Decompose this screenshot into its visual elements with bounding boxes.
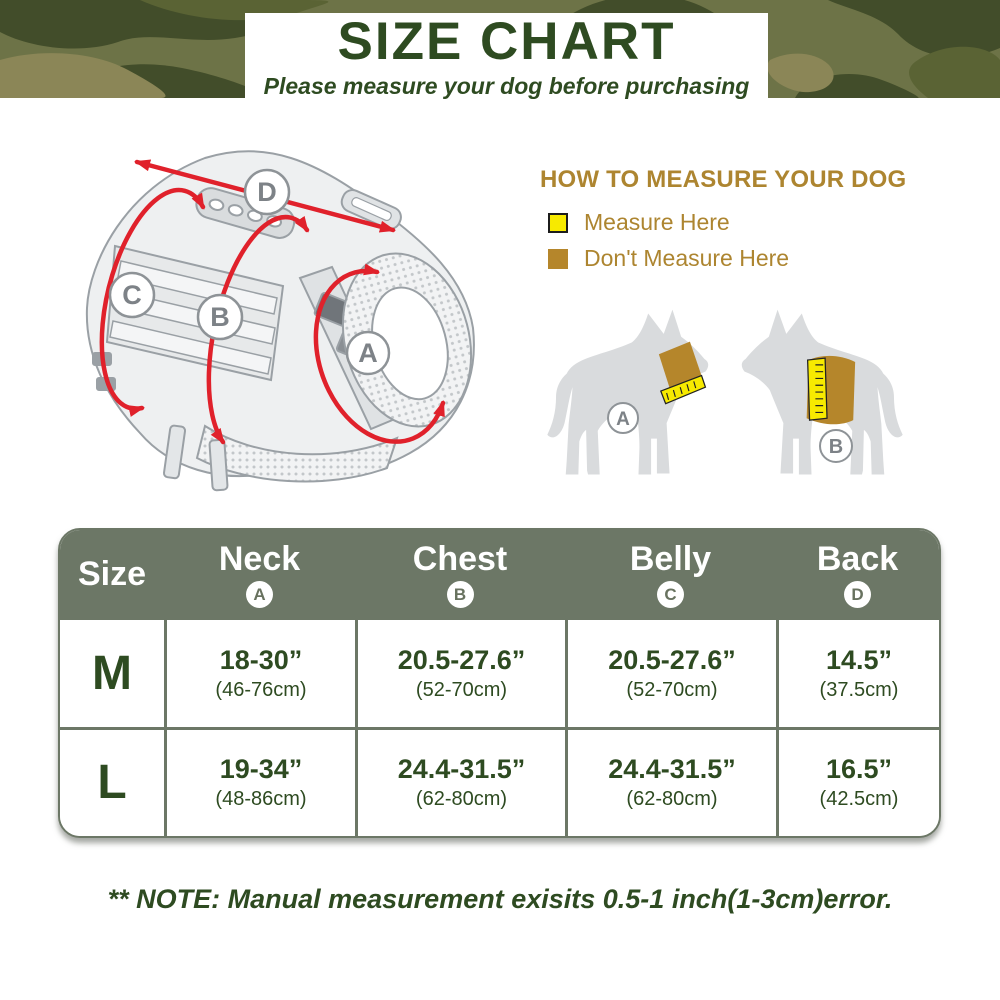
cell-m-neck xyxy=(164,620,355,727)
value-cm: (52-70cm) xyxy=(415,678,508,701)
value-inches: 20.5-27.6” xyxy=(608,644,736,675)
cell-l-neck xyxy=(164,730,355,837)
page-title: SIZE CHART xyxy=(337,12,676,71)
value-inches: 20.5-27.6” xyxy=(397,644,526,675)
value-cm: (46-76cm) xyxy=(215,678,307,701)
col-label: Belly xyxy=(629,540,712,578)
howto-heading: HOW TO MEASURE YOUR DOG xyxy=(540,166,907,193)
col-label: Size xyxy=(77,555,147,594)
col-header-back xyxy=(776,530,939,620)
table-row-l xyxy=(60,727,939,837)
marker-b-badge xyxy=(198,295,242,339)
table-row-m xyxy=(60,620,939,727)
marker-a-badge xyxy=(347,332,389,374)
legend-item-dont-measure-here xyxy=(548,247,968,270)
col-badge-c: C xyxy=(657,581,684,608)
value-inches: 16.5” xyxy=(825,754,893,785)
value-inches: 19-34” xyxy=(219,754,303,785)
note-text: ** NOTE: Manual measurement exisits 0.5-1 inch(1-3cm)error. xyxy=(107,884,893,914)
col-header-size xyxy=(60,530,164,620)
measure-here-swatch-icon xyxy=(548,213,568,233)
cell-l-belly xyxy=(565,730,776,837)
marker-d-badge xyxy=(245,170,289,214)
value-cm: (37.5cm) xyxy=(819,678,899,701)
torso-tape xyxy=(808,358,827,420)
size-label-l: L xyxy=(97,756,127,810)
svg-text:D: D xyxy=(257,177,277,207)
col-badge-a: A xyxy=(246,581,273,608)
value-cm: (48-86cm) xyxy=(215,788,307,811)
page-subtitle: Please measure your dog before purchasing xyxy=(263,73,750,100)
col-label: Neck xyxy=(218,540,301,578)
dog-a-badge xyxy=(608,403,638,433)
cell-m-chest xyxy=(355,620,565,727)
marker-c-badge xyxy=(110,273,154,317)
svg-text:B: B xyxy=(828,436,844,458)
cell-l-back xyxy=(776,730,939,837)
legend-label: Don't Measure Here xyxy=(584,245,790,271)
col-badge-d: D xyxy=(844,581,871,608)
value-inches: 24.4-31.5” xyxy=(608,754,736,785)
title-panel xyxy=(245,13,768,107)
svg-text:C: C xyxy=(122,280,142,310)
value-cm: (62-80cm) xyxy=(415,788,508,811)
col-label: Chest xyxy=(412,540,508,578)
size-table-header xyxy=(60,530,939,620)
svg-text:A: A xyxy=(616,409,630,430)
measure-legend xyxy=(548,211,968,283)
dog-b-badge xyxy=(820,430,852,462)
legend-item-measure-here xyxy=(548,211,968,234)
col-header-belly xyxy=(565,530,776,620)
cell-m-belly xyxy=(565,620,776,727)
dont-measure-here-swatch-icon xyxy=(548,249,568,269)
size-label-m: M xyxy=(92,646,132,700)
svg-text:A: A xyxy=(358,338,378,368)
value-inches: 18-30” xyxy=(219,644,303,675)
size-table xyxy=(58,528,941,838)
value-cm: (42.5cm) xyxy=(819,788,899,811)
col-header-neck xyxy=(164,530,355,620)
col-header-chest xyxy=(355,530,565,620)
cell-m-back xyxy=(776,620,939,727)
cell-l-chest xyxy=(355,730,565,837)
col-badge-b: B xyxy=(447,581,474,608)
value-cm: (52-70cm) xyxy=(626,678,718,701)
dogs-diagram xyxy=(520,290,1000,500)
col-label: Back xyxy=(816,540,899,578)
svg-text:B: B xyxy=(210,302,230,332)
legend-label: Measure Here xyxy=(584,209,730,235)
vest-diagram xyxy=(55,128,525,493)
value-cm: (62-80cm) xyxy=(626,788,718,811)
dog-silhouette-left xyxy=(547,310,708,475)
value-inches: 14.5” xyxy=(825,644,893,675)
value-inches: 24.4-31.5” xyxy=(397,754,526,785)
